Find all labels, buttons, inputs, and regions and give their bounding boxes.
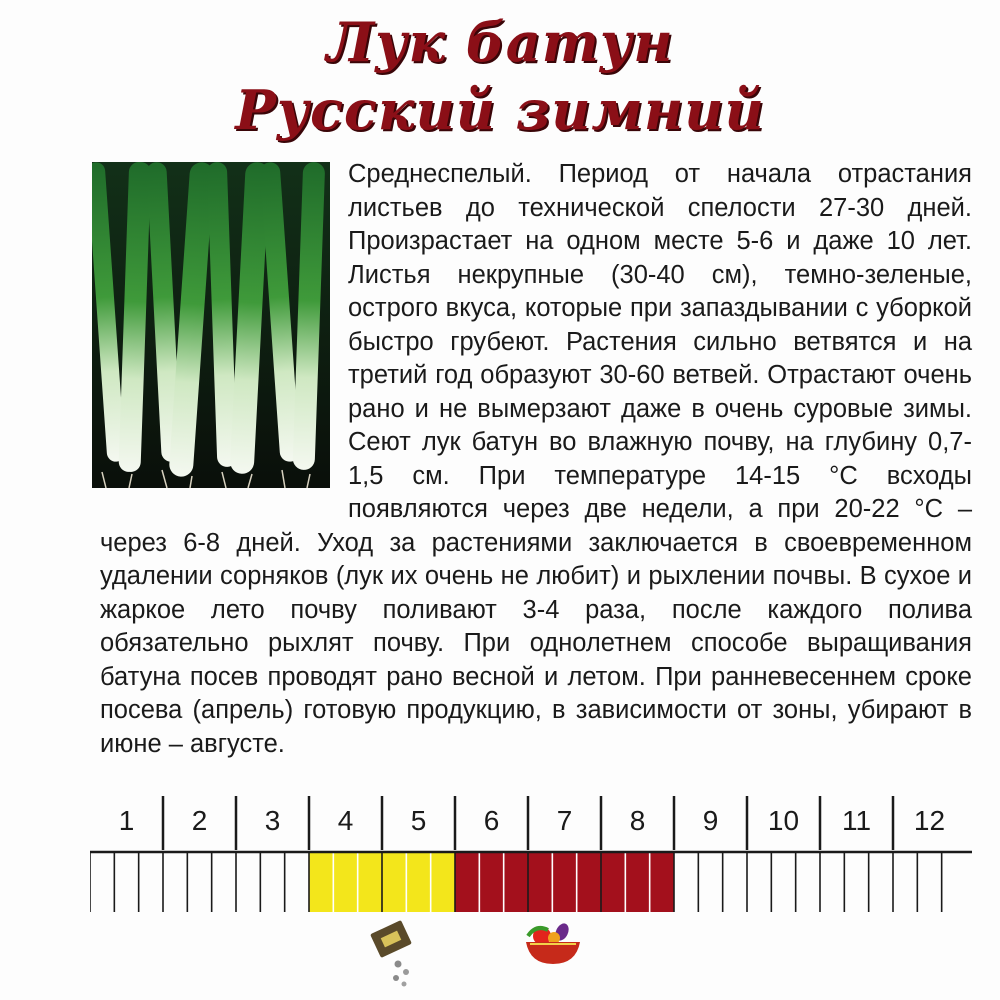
sowing-harvest-calendar (90, 788, 972, 938)
month-label-9: 9 (702, 805, 719, 836)
harvest-band-month-6 (455, 852, 528, 912)
harvest-band-month-8 (601, 852, 674, 912)
month-label-11: 11 (841, 805, 872, 836)
harvest-band-month-7 (528, 852, 601, 912)
month-label-2: 2 (191, 805, 208, 836)
month-label-3: 3 (264, 805, 281, 836)
month-label-12: 12 (913, 805, 946, 836)
month-label-10: 10 (767, 805, 800, 836)
month-label-6: 6 (483, 805, 500, 836)
month-label-4: 4 (337, 805, 354, 836)
sowing-band-month-4 (309, 852, 382, 912)
month-label-8: 8 (629, 805, 646, 836)
description-text: Среднеспелый. Период от начала отрастания листьев до технической спелости 27-30 дней. Произрастает на одном месте 5-6 и даже 10 лет. Листья некрупные (30-40 см), темно-зеленые, острого вкуса, которые при запаздывании с уборкой быстро грубеют. Растения сильно ветвятся и на третий год образуют 30-60 ветвей. Отрастают очень рано и не вымерзают даже в очень суровые зимы. Сеют лук батун во влажную почву, на глубину 0,7-1,5 см. При температуре 14-15 °С всходы появляются через две недели, а при 20-22 °С – через 6-8 дней. Уход за растениями заключается в своевременном удалении сорняков (лук их очень не любит) и рыхлении почвы. В сухое и жаркое лето почву поливают 3-4 раза, после каждого полива обязательно рыхлят почву. При однолетнем способе выращивания батуна посев проводят рано весной и летом. При ранневесеннем сроке посева (апрель) готовую продукцию, в зависимости от зоны, убирают в июне – августе. (100, 160, 972, 758)
sowing-band-month-5 (382, 852, 455, 912)
title-line-1: Лук батун (326, 10, 674, 74)
seed-packet-icon (368, 920, 424, 990)
month-label-1: 1 (118, 805, 135, 836)
title-line-2: Русский зимний (235, 78, 765, 142)
month-label-7: 7 (556, 805, 573, 836)
vegetable-bowl-icon (522, 922, 584, 968)
month-label-5: 5 (410, 805, 427, 836)
calendar-bands (309, 852, 674, 912)
